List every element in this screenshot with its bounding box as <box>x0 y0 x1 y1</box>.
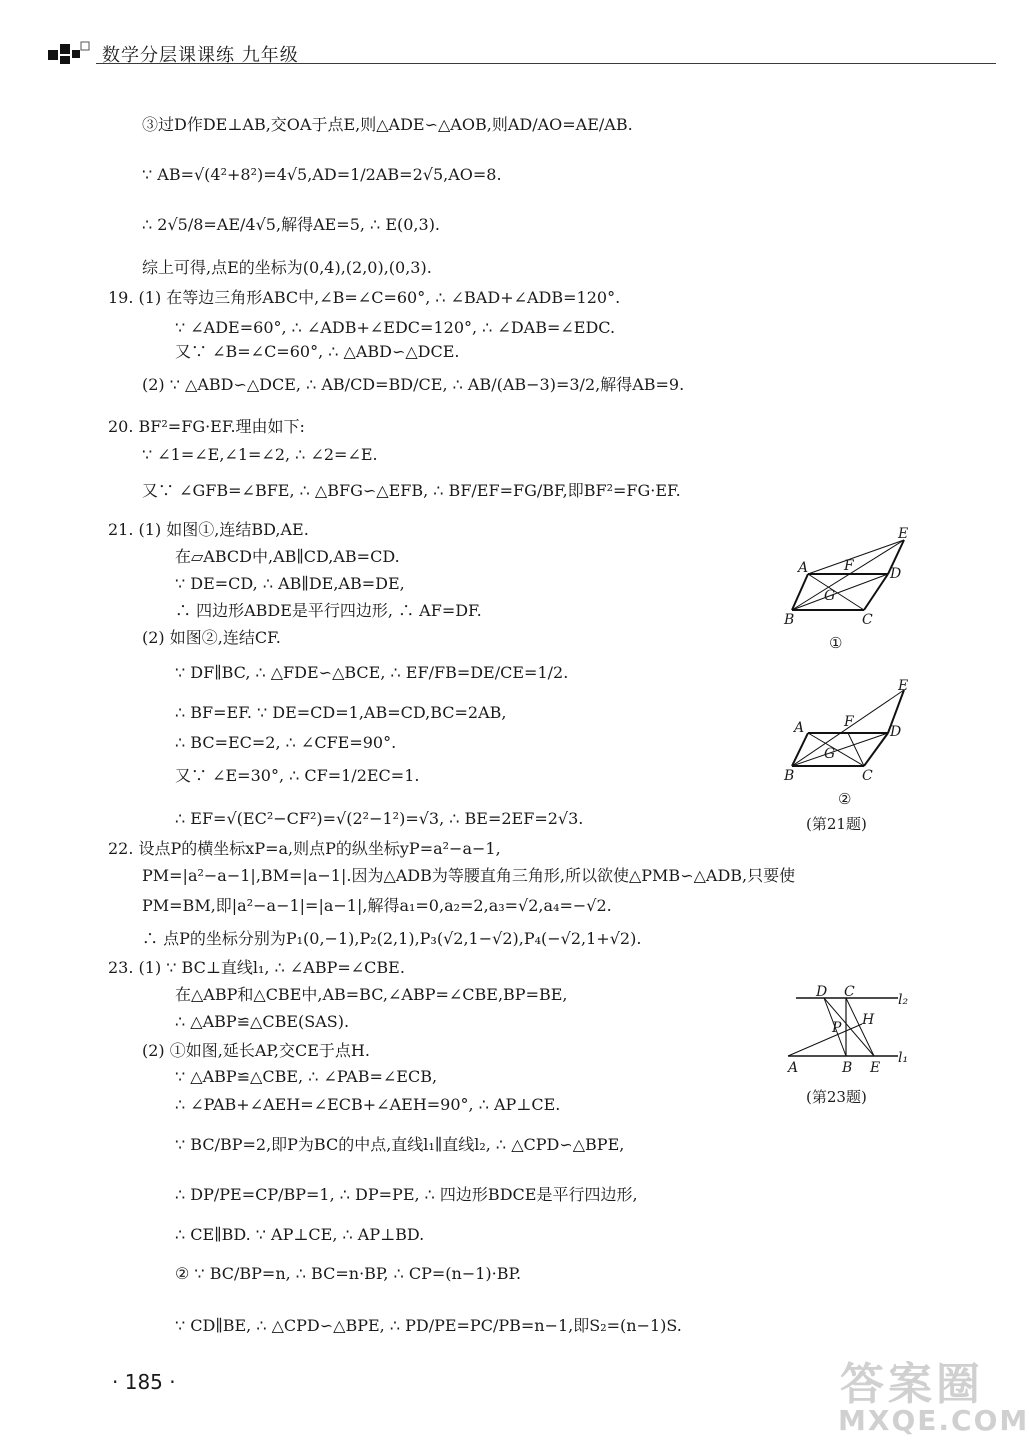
figure-21-2 <box>780 680 920 790</box>
text-line: ∵ AB=√(4²+8²)=4√5,AD=1/2AB=2√5,AO=8. <box>142 165 502 184</box>
text-line: ∵ DF∥BC, ∴ △FDE∽△BCE, ∴ EF/FB=DE/CE=1/2. <box>175 663 569 682</box>
fig-label: H <box>862 1012 875 1028</box>
text-line: (2) ∵ △ABD∽△DCE, ∴ AB/CD=BD/CE, ∴ AB/(AB−3)=3/2,解得AB=9. <box>142 375 685 394</box>
figure-21-1-caption: ① <box>829 634 843 652</box>
text-line: 21. (1) 如图①,连结BD,AE. <box>108 520 309 539</box>
page-number: · 185 · <box>112 1370 176 1394</box>
fig-label: E <box>870 1060 881 1076</box>
text-line: ∵ △ABP≌△CBE, ∴ ∠PAB=∠ECB, <box>175 1067 438 1086</box>
text-line: PM=BM,即|a²−a−1|=|a−1|,解得a₁=0,a₂=2,a₃=√2,a₄=−√2. <box>142 896 612 915</box>
watermark-url: MXQE.COM <box>838 1404 1029 1437</box>
logo-icon <box>48 40 92 66</box>
text-line: ∵ DE=CD, ∴ AB∥DE,AB=DE, <box>175 574 405 593</box>
text-line: ∴ ∠PAB+∠AEH=∠ECB+∠AEH=90°, ∴ AP⊥CE. <box>175 1095 561 1114</box>
text-line: ∴ 四边形ABDE是平行四边形, ∴ AF=DF. <box>175 601 482 620</box>
fig-line <box>864 733 888 766</box>
text-line: ∴ CE∥BD. ∵ AP⊥CE, ∴ AP⊥BD. <box>175 1225 425 1244</box>
fig-label: C <box>862 612 873 628</box>
text-line: ∴ EF=√(EC²−CF²)=√(2²−1²)=√3, ∴ BE=2EF=2√3. <box>175 809 584 828</box>
fig-label: B <box>784 612 795 628</box>
text-line: 19. (1) 在等边三角形ABC中,∠B=∠C=60°, ∴ ∠BAD+∠ADB=120°. <box>108 288 621 307</box>
fig-label: C <box>862 768 873 784</box>
figure-21-note: (第21题) <box>806 815 867 833</box>
text-line: ③过D作DE⊥AB,交OA于点E,则△ADE∽△AOB,则AD/AO=AE/AB. <box>142 115 633 134</box>
text-line: ∵ ∠ADE=60°, ∴ ∠ADB+∠EDC=120°, ∴ ∠DAB=∠EDC. <box>175 318 616 337</box>
fig-line <box>788 1024 862 1056</box>
text-line: 在△ABP和△CBE中,AB=BC,∠ABP=∠CBE,BP=BE, <box>175 985 568 1004</box>
figure-21-1 <box>780 526 920 630</box>
fig-label: A <box>798 560 809 576</box>
fig-label: E <box>898 526 909 542</box>
fig-label: C <box>844 984 855 1000</box>
text-line: (2) ①如图,延长AP,交CE于点H. <box>142 1041 370 1060</box>
fig-label: E <box>898 678 909 694</box>
fig-line <box>808 574 864 610</box>
watermark-logo: 答案圈 <box>840 1359 984 1410</box>
text-line: ∴ BC=EC=2, ∴ ∠CFE=90°. <box>175 733 397 752</box>
figure-23 <box>782 982 912 1077</box>
text-line: ∵ BC/BP=2,即P为BC的中点,直线l₁∥直线l₂, ∴ △CPD∽△BPE, <box>175 1135 625 1154</box>
text-line: ∵ CD∥BE, ∴ △CPD∽△BPE, ∴ PD/PE=PC/PB=n−1,即S₂=(n−1)S. <box>175 1316 682 1335</box>
fig-label: A <box>788 1060 799 1076</box>
fig-label: G <box>824 746 836 762</box>
text-line: PM=|a²−a−1|,BM=|a−1|.因为△ADB为等腰直角三角形,所以欲使△PMB∽△ADB,只要使 <box>142 866 796 885</box>
fig-label: D <box>816 984 828 1000</box>
text-line: ② ∵ BC/BP=n, ∴ BC=n·BP, ∴ CP=(n−1)·BP. <box>175 1264 522 1283</box>
header-rule <box>96 63 996 64</box>
fig-label: P <box>832 1020 842 1036</box>
fig-label: D <box>890 566 902 582</box>
fig-label: B <box>784 768 795 784</box>
fig-label: F <box>844 558 854 574</box>
fig-label: B <box>842 1060 853 1076</box>
fig-label: l₁ <box>898 1050 909 1066</box>
fig-label: A <box>794 720 805 736</box>
text-line: 在▱ABCD中,AB∥CD,AB=CD. <box>175 547 400 566</box>
text-line: 又∵ ∠E=30°, ∴ CF=1/2EC=1. <box>175 766 420 785</box>
text-line: ∵ ∠1=∠E,∠1=∠2, ∴ ∠2=∠E. <box>142 445 378 464</box>
text-line: 22. 设点P的横坐标xP=a,则点P的纵坐标yP=a²−a−1, <box>108 839 501 858</box>
text-line: ∴ BF=EF. ∵ DE=CD=1,AB=CD,BC=2AB, <box>175 703 507 722</box>
figure-23-note: (第23题) <box>806 1088 867 1106</box>
text-line: (2) 如图②,连结CF. <box>142 628 281 647</box>
fig-label: D <box>890 724 902 740</box>
fig-line <box>864 574 888 610</box>
text-line: ∴ DP/PE=CP/BP=1, ∴ DP=PE, ∴ 四边形BDCE是平行四边形, <box>175 1185 638 1204</box>
text-line: 又∵ ∠GFB=∠BFE, ∴ △BFG∽△EFB, ∴ BF/EF=FG/BF,即BF²=FG·EF. <box>142 481 681 500</box>
fig-label: l₂ <box>898 992 909 1008</box>
fig-label: F <box>844 714 854 730</box>
text-line: ∴ 点P的坐标分别为P₁(0,−1),P₂(2,1),P₃(√2,1−√2),P₄(−√2,1+√2). <box>142 929 642 948</box>
text-line: 综上可得,点E的坐标为(0,4),(2,0),(0,3). <box>142 258 432 277</box>
text-line: ∴ 2√5/8=AE/4√5,解得AE=5, ∴ E(0,3). <box>142 215 441 234</box>
figure-21-2-caption: ② <box>838 790 852 808</box>
fig-label: G <box>824 588 836 604</box>
text-line: 20. BF²=FG·EF.理由如下: <box>108 417 305 436</box>
text-line: 又∵ ∠B=∠C=60°, ∴ △ABD∽△DCE. <box>175 342 460 361</box>
text-line: ∴ △ABP≌△CBE(SAS). <box>175 1012 350 1031</box>
header-title: 数学分层课课练 九年级 <box>102 45 299 66</box>
text-line: 23. (1) ∵ BC⊥直线l₁, ∴ ∠ABP=∠CBE. <box>108 958 405 977</box>
